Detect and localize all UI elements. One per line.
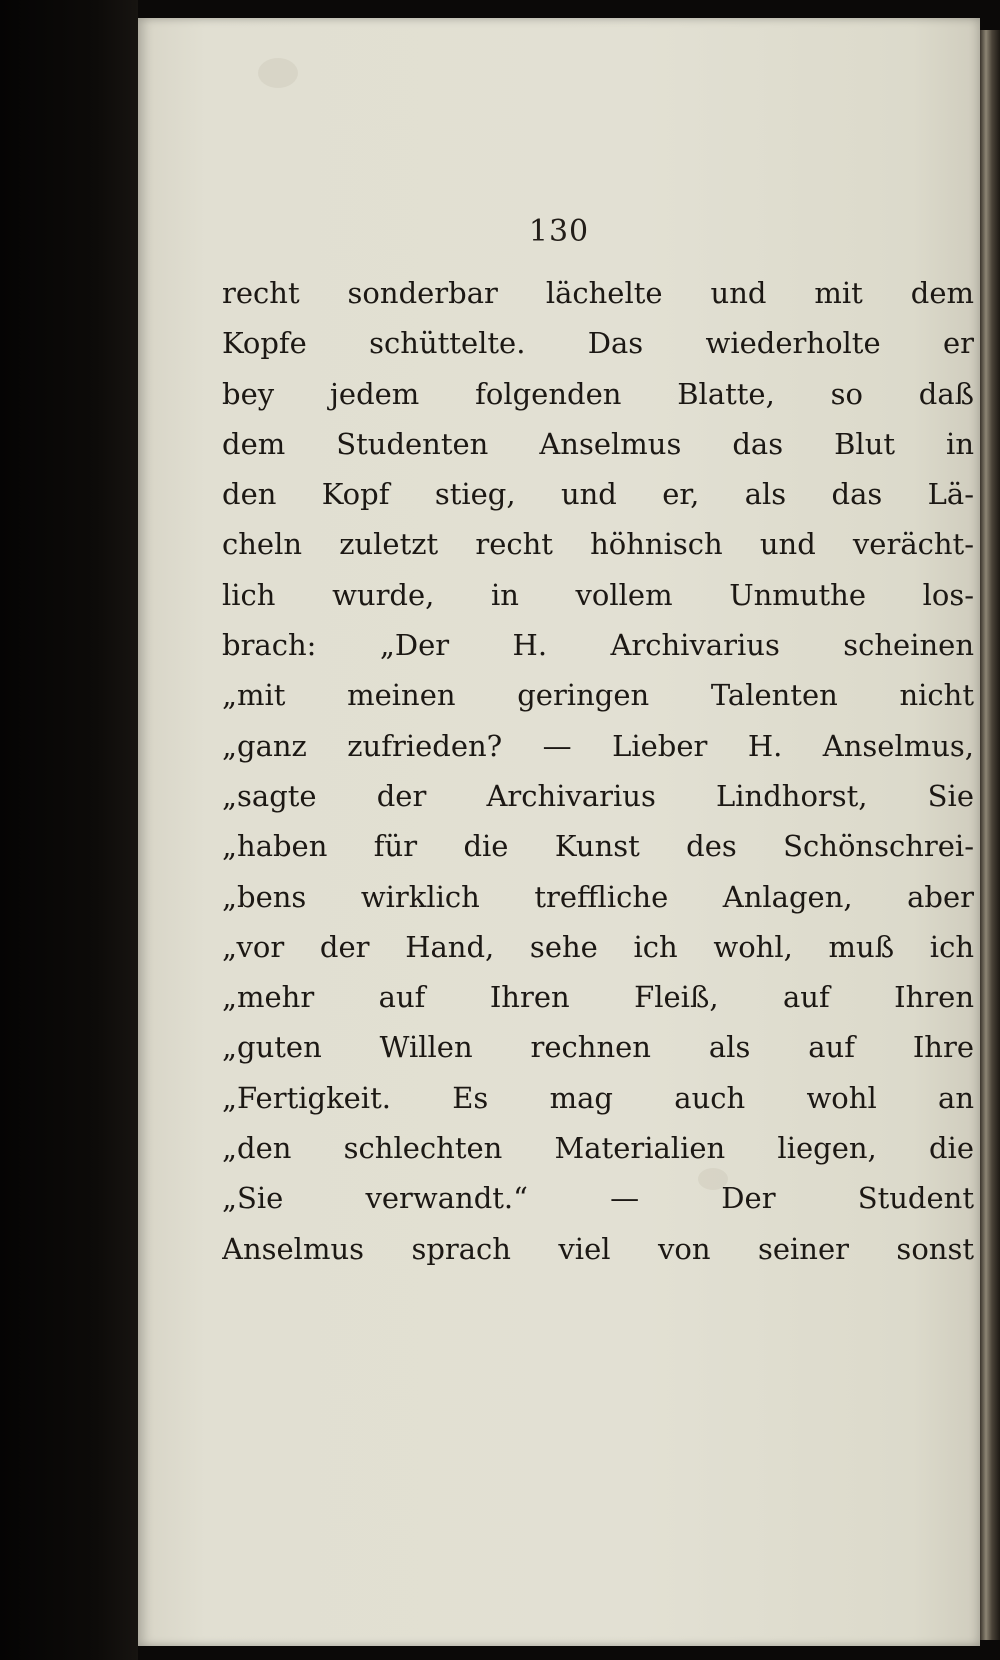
text-line: „haben für die Kunst des Schönschrei- (222, 829, 974, 864)
text-line: bey jedem folgenden Blatte, so daß (222, 376, 974, 411)
text-line: „mit meinen geringen Talenten nicht (222, 678, 974, 713)
paper-spot (258, 58, 298, 88)
text-line: Anselmus sprach viel von seiner sonst (222, 1231, 974, 1266)
text-line: „ganz zufrieden? — Lieber H. Anselmus, (222, 728, 974, 763)
text-line: „den schlechten Materialien liegen, die (222, 1131, 974, 1166)
text-line: „mehr auf Ihren Fleiß, auf Ihren (222, 980, 974, 1015)
text-line: recht sonderbar lächelte und mit dem (222, 276, 974, 310)
body-text (222, 268, 974, 1274)
text-line: lich wurde, in vollem Unmuthe los- (222, 577, 974, 612)
text-line: brach: „Der H. Archivarius scheinen (222, 628, 974, 663)
text-line: cheln zuletzt recht höhnisch und verächt- (222, 527, 974, 562)
text-line: „Fertigkeit. Es mag auch wohl an (222, 1080, 974, 1115)
book-binding (0, 0, 138, 1660)
page-number: 130 (528, 214, 590, 249)
text-line: „vor der Hand, sehe ich wohl, muß ich (222, 929, 974, 964)
text-line: Kopfe schüttelte. Das wiederholte er (222, 326, 974, 361)
text-line: „sagte der Archivarius Lindhorst, Sie (222, 778, 974, 813)
text-line: „bens wirklich treffliche Anlagen, aber (222, 879, 974, 914)
text-line: den Kopf stieg, und er, als das Lä- (222, 477, 974, 512)
text-line: „guten Willen rechnen als auf Ihre (222, 1030, 974, 1065)
page-edge (980, 30, 1000, 1640)
text-line: dem Studenten Anselmus das Blut in (222, 426, 974, 461)
text-line: „Sie verwandt.“ — Der Student (222, 1181, 974, 1216)
